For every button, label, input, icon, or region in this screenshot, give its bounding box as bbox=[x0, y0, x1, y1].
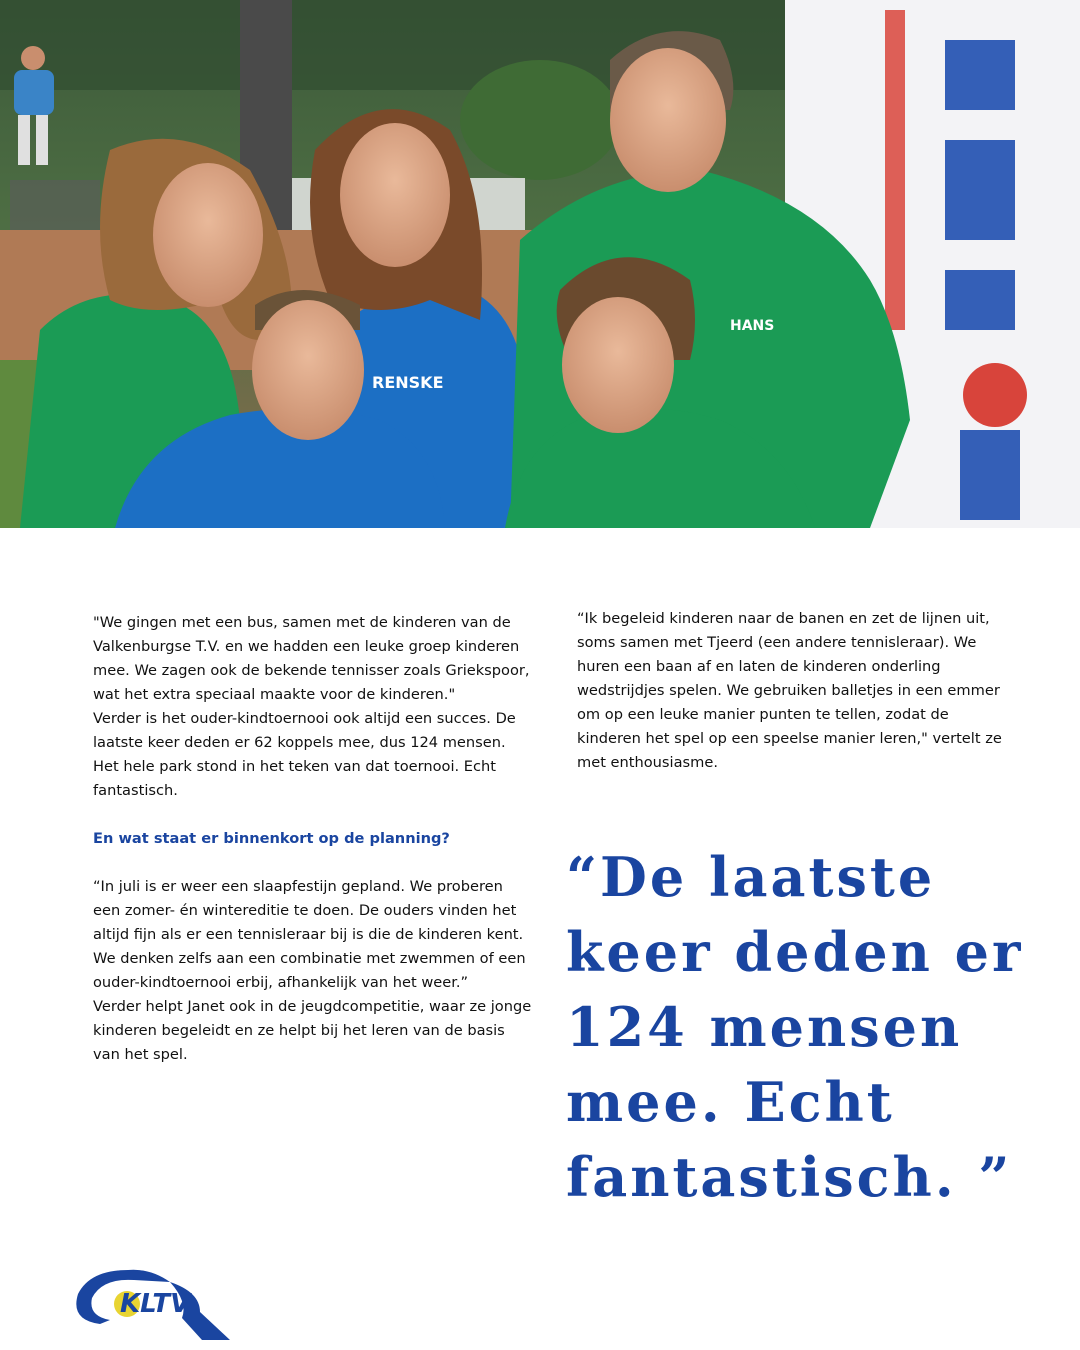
right-column bbox=[577, 607, 1017, 775]
left-paragraph-3: “In juli is er weer een slaapfestijn gepland. We proberen een zomer- én wintereditie te doen. De ouders vinden het altijd fijn als er een tennisleraar bij is die de kinderen kent. We denken zelfs aan een combinatie met zwemmen of een ouder-kindtoernooi erbij, afhankelijk van het weer.” bbox=[93, 878, 526, 991]
left-paragraph-2: Verder is het ouder-kindtoernooi ook altijd een succes. De laatste keer deden er 62 koppels mee, dus 124 mensen. Het hele park stond in het teken van dat toernooi. Echt fantastisch. bbox=[93, 710, 516, 799]
shirt-name-renske: RENSKE bbox=[372, 373, 444, 392]
header-photo bbox=[0, 0, 1080, 528]
bush bbox=[460, 60, 620, 180]
right-paragraph-1: “Ik begeleid kinderen naar de banen en zet de lijnen uit, soms samen met Tjeerd (een andere tennisleraar). We huren een baan af en laten de kinderen onderling wedstrijdjes spelen. We gebruiken balletjes in een emmer om op een leuke manier punten te tellen, zodat de kinderen het spel op een speelse manier leren," vertelt ze met enthousiasme. bbox=[577, 610, 1002, 771]
section-subheading: En wat staat er binnenkort op de planning? bbox=[93, 830, 450, 847]
kltv-logo-mark bbox=[70, 1262, 240, 1344]
left-paragraph-4: Verder helpt Janet ook in de jeugdcompetitie, waar ze jonge kinderen begeleidt en ze helpt bij het leren van de basis van het spel. bbox=[93, 998, 532, 1063]
kltv-logo bbox=[70, 1262, 240, 1344]
team-photo-illustration bbox=[0, 0, 1080, 528]
left-column bbox=[93, 611, 533, 1067]
left-paragraph-1: "We gingen met een bus, samen met de kinderen van de Valkenburgse T.V. en we hadden een leuke groep kinderen mee. We zagen ook de bekende tennisser zoals Griekspoor, wat het extra speciaal maakte voor de kinderen." bbox=[93, 614, 530, 703]
banner-red-dot bbox=[963, 363, 1027, 427]
pull-quote: “De laatste keer deden er 124 mensen mee. Echt fantastisch. ” bbox=[566, 845, 1024, 1209]
shirt-name-hans: HANS bbox=[730, 318, 775, 334]
logo-text: KLTV bbox=[120, 1289, 191, 1319]
spectator bbox=[21, 46, 45, 70]
